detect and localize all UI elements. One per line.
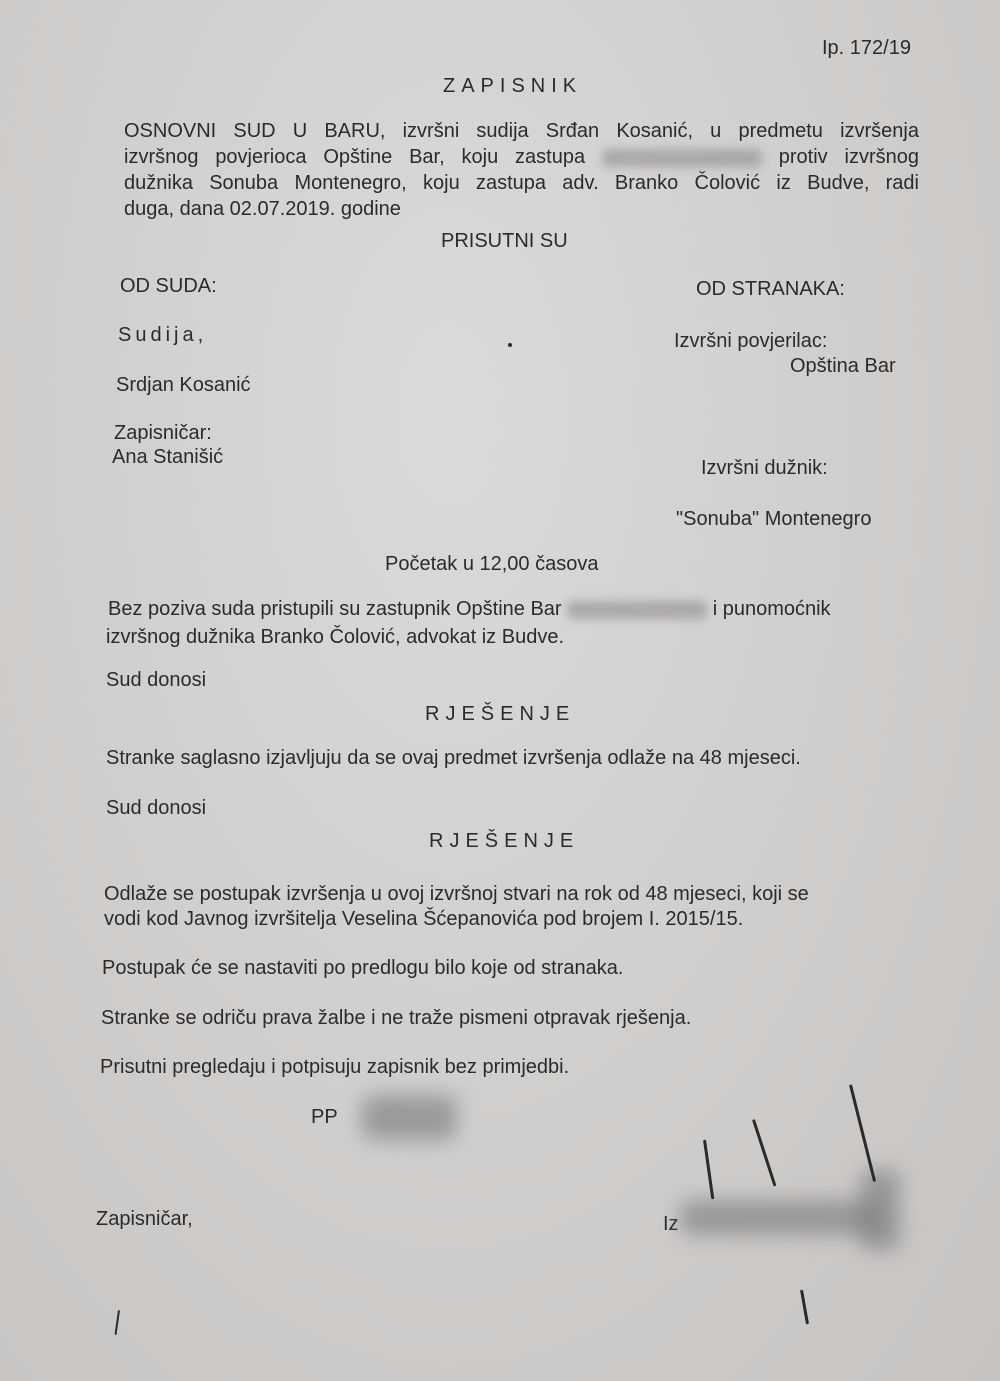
signature-stroke	[849, 1084, 876, 1182]
decision-text-1: Stranke saglasno izjavljuju da se ovaj predmet izvršenja odlaže na 48 mjeseci.	[106, 747, 801, 769]
waiver-text: Stranke se odriču prava žalbe i ne traže pismeni otpravak rješenja.	[101, 1007, 692, 1029]
intro-line-4: duga, dana 02.07.2019. godine	[124, 198, 401, 220]
closing-text: Prisutni pregledaju i potpisuju zapisnik bez primjedbi.	[100, 1056, 570, 1078]
clerk-label: Zapisničar:	[114, 422, 212, 444]
ink-dot	[508, 343, 512, 347]
redacted-signature	[362, 1095, 457, 1140]
redacted-signature	[860, 1170, 900, 1250]
attendance-line-2: izvršnog dužnika Branko Čolović, advokat iz Budve.	[106, 626, 565, 648]
clerk-name: Ana Stanišić	[112, 446, 224, 468]
creditor-name: Opština Bar	[790, 355, 896, 377]
case-number: Ip. 172/19	[822, 37, 911, 59]
signature-stroke	[752, 1119, 776, 1187]
debtor-signature-label: Iz	[663, 1213, 679, 1235]
debtor-label: Izvršni dužnik:	[701, 457, 828, 479]
intro-line-3: dužnika Sonuba Montenegro, koju zastupa adv. Branko Čolović iz Budve, radi	[124, 172, 919, 194]
decision-heading-2: RJEŠENJE	[429, 830, 580, 852]
redacted-name	[602, 149, 762, 167]
attendance-line-1-tail: i punomoćnik	[712, 598, 831, 620]
attendance-line-1-text: Bez poziva suda pristupili su zastupnik Opštine Bar	[108, 598, 562, 620]
redacted-name	[567, 601, 707, 619]
decision-text-2-line-2: vodi kod Javnog izvršitelja Veselina Šćepanovića pod brojem I. 2015/15.	[104, 908, 744, 930]
redacted-signature	[680, 1200, 880, 1235]
parties-side-heading: OD STRANAKA:	[696, 278, 845, 300]
pp-label: PP	[311, 1106, 338, 1128]
signature-stroke	[115, 1310, 120, 1335]
intro-line-2-text: izvršnog povjerioca Opštine Bar, koju zastupa	[124, 146, 586, 168]
signature-stroke	[800, 1289, 809, 1324]
intro-line-2-tail: protiv izvršnog	[778, 146, 919, 168]
continuation-text: Postupak će se nastaviti po predlogu bilo koje od stranaka.	[102, 957, 624, 979]
court-rules-2: Sud donosi	[106, 797, 207, 819]
signature-stroke	[703, 1140, 714, 1200]
debtor-name: "Sonuba" Montenegro	[676, 508, 872, 530]
court-side-heading: OD SUDA:	[120, 275, 217, 297]
decision-text-2-line-1: Odlaže se postupak izvršenja u ovoj izvršnoj stvari na rok od 48 mjeseci, koji se	[104, 883, 809, 905]
intro-paragraph	[124, 118, 919, 222]
judge-label: Sudija,	[118, 324, 208, 346]
intro-line-1: OSNOVNI SUD U BARU, izvršni sudija Srđan Kosanić, u predmetu izvršenja	[124, 120, 919, 142]
document-title: ZAPISNIK	[443, 75, 583, 97]
start-time: Početak u 12,00 časova	[385, 553, 599, 575]
judge-name: Srdjan Kosanić	[116, 374, 251, 396]
present-heading: PRISUTNI SU	[441, 230, 568, 252]
intro-line-2	[124, 144, 919, 170]
court-rules-1: Sud donosi	[106, 669, 207, 691]
creditor-label: Izvršni povjerilac:	[674, 330, 828, 352]
attendance-line-1	[108, 597, 831, 622]
decision-heading-1: RJEŠENJE	[425, 703, 576, 725]
clerk-signature-label: Zapisničar,	[96, 1208, 193, 1230]
